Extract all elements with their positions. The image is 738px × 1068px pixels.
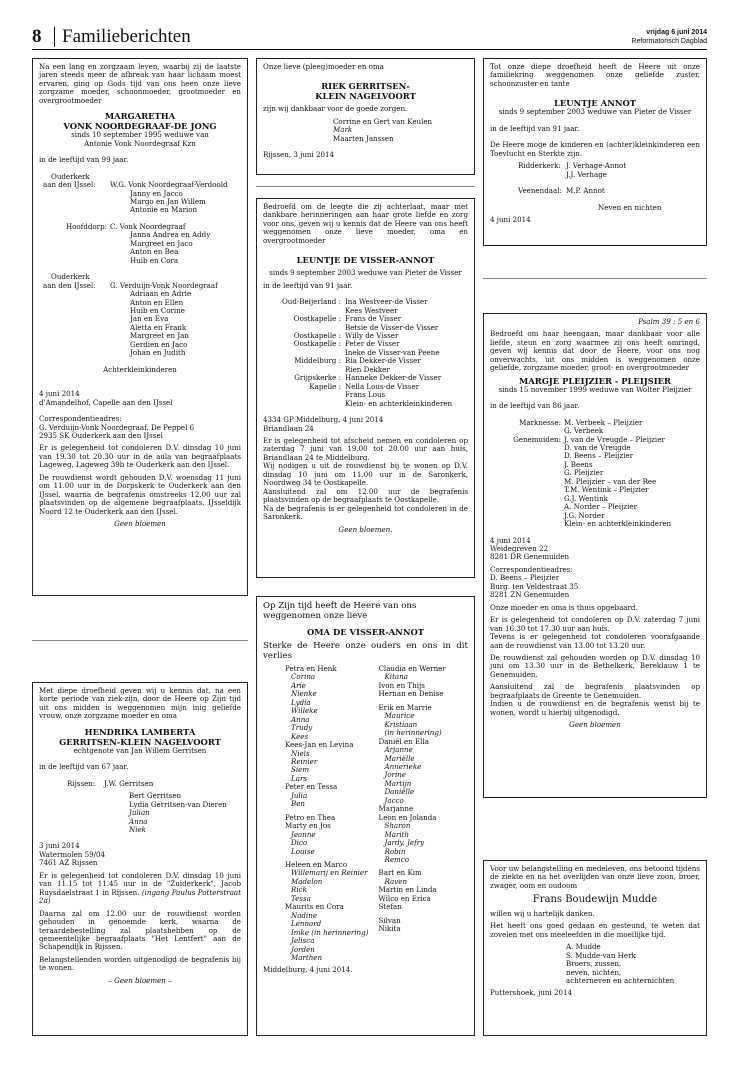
column-separator [32, 640, 248, 641]
family-place: aan den IJssel: [43, 180, 96, 190]
family-place: Grijpskerke : [294, 373, 341, 383]
ad-paragraph: Er is gelegenheid tot condoleren op D.V. zaterdag 7 juni van 16.30 tot 17.30 uur aan huis. [490, 615, 700, 633]
deceased-name: LEUNTJE DE VISSER-ANNOT [296, 255, 435, 266]
grandchild-name: Trudy [291, 723, 313, 733]
family-column-right [375, 665, 469, 962]
family-name: A. Norder – Pleijzier [564, 502, 637, 512]
ad-address: Watermolen 59/04 [39, 849, 106, 859]
grandchild-name: Tessa [291, 893, 311, 903]
grandchild-name: Niek [129, 824, 146, 834]
ad-paragraph: Belangstellenden worden uitgenodigd de begrafenis bij te wonen. [39, 954, 241, 973]
grandchild-name: Maurice [384, 711, 415, 721]
grandchild-name: Willemarij en Reinier [291, 868, 368, 878]
family-name: Daniël en Ella [378, 736, 429, 746]
signatory: S. Mudde-van Herk [566, 950, 636, 960]
family-name: Huib en Corine [130, 305, 185, 315]
family-name: Anton en Ellen [130, 297, 184, 307]
grandchild-name: Marthen [291, 952, 323, 962]
family-name: Peter de Visser [345, 339, 400, 349]
ad-subtitle: sinds 9 september 2003 weduwe van Pieter de Visser [269, 268, 462, 278]
family-name: Erik en Marrie [378, 702, 432, 712]
signatory: A. Mudde [566, 942, 601, 952]
grandchild-name: Arjanne [384, 745, 413, 755]
grandchild-name: Remco [384, 854, 410, 864]
ad-address: 7461 AZ Rijssen [39, 858, 98, 868]
ad-frans-mudde [483, 860, 707, 1036]
newspaper-name: Reformatorisch Dagblad [631, 38, 707, 45]
ad-hendrika-gerritsen [32, 682, 248, 1036]
ad-date: 4 juni 2014 [490, 214, 531, 224]
ad-age: in de leeftijd van 91 jaar. [490, 123, 580, 133]
family-name: Klein- en achterkleinkinderen [564, 519, 672, 529]
family-place: Oostkapelle : [293, 314, 341, 324]
grandchild-name: Jelisca [291, 936, 315, 946]
family-place: Genemuiden: [513, 434, 561, 444]
ad-paragraph: Wij nodigen u uit de rouwdienst bij te wonen op D.V. dinsdag 10 juni om 11.00 uur in de Saronkerk, Noordweg 34 te Oostkapelle. [263, 461, 468, 488]
family-row [263, 400, 468, 408]
ad-paragraph: Indien u de rouwdienst en de begrafenis wenst bij te wonen, wordt u hierbij uitgenodigd. [490, 699, 700, 717]
family-name: Willy de Visser [345, 330, 399, 340]
ad-intro: Bedroefd om de leegte die zij achterlaat, maar met dankbare herinneringen aan haar grote liefde en zorg voor ons, geven wij u kennis dat de Heere van ons heeft weggenomen onze lieve moeder, oma en overgrootmoeder [263, 202, 468, 245]
ad-paragraph: Er is gelegenheid tot condoleren D.V. dinsdag 10 juni van 19.30 tot 20.30 uur in de aula van begraafplaats Lageweg, Lageweg 39b te Ouderkerk aan den IJssel. [39, 443, 241, 470]
ad-date: 4 juni 2014 [490, 535, 531, 545]
family-name: Peter en Tessa [285, 782, 338, 792]
ad-date: Puttershoek, juni 2014 [490, 988, 573, 998]
grandchild-name: Imke (in herinnering) [291, 927, 369, 937]
family-name: M.P. Annot [566, 186, 605, 196]
family-place: Kapelle : [309, 381, 341, 391]
grandchild-name: Kristiaan [384, 719, 418, 729]
family-place: Middelburg : [294, 356, 341, 366]
family-name: Lydia Gerritsen-van Dieren [129, 799, 227, 809]
ad-paragraph: zijn wij dankbaar voor de goede zorgen. [263, 104, 408, 114]
family-place: Ouderkerk [51, 171, 90, 181]
correspondence-line: 2935 SK Ouderkerk aan den IJssel [39, 430, 163, 440]
grandchild-name: Jardy, Jefry [384, 838, 425, 848]
ad-address: Briandlaan 24 [263, 423, 314, 433]
header-divider [54, 27, 55, 47]
signatory: Broers, zussen, [566, 959, 622, 969]
deceased-name: GERRITSEN-KLEIN NAGELVOORT [59, 736, 221, 747]
family-name: J. Beens [564, 459, 593, 469]
family-name: D. van de Vreugde [564, 442, 631, 452]
grandchild-name: Lars [291, 773, 307, 783]
deceased-name: MARGARETHA [104, 111, 176, 122]
family-group [39, 173, 241, 358]
ad-margje-pleijzier [483, 313, 707, 798]
signatory: neven, nichten, [566, 967, 622, 977]
grandchild-name: Sharon [384, 821, 411, 831]
ad-paragraph: De rouwdienst wordt gehouden D.V. woensdag 11 juni om 11.00 uur in de Dorpskerk te Ouderkerk aan den IJssel, waarna de begrafenis omstreeks 12.00 uur zal plaatsvinden op de algemene begraafplaats, IJsseldijk Noord 12 te Ouderkerk aan den IJssel. [39, 472, 241, 516]
family-place: Ouderkerk [51, 272, 90, 282]
family-name: Antonie en Marion [130, 205, 198, 215]
family-name: Nella Lous-de Visser [345, 381, 420, 391]
ad-paragraph: Aansluitend zal om 12.00 uur de begrafenis plaatsvinden op de begraafplaats te Oostkapelle. [263, 486, 468, 505]
page-header [32, 26, 707, 48]
family-name: Corrine en Gert van Keulen [333, 116, 433, 126]
ad-subtitle: sinds 15 november 1999 weduwe van Wolter Pleijzier [498, 384, 692, 394]
family-name: W.G. Vonk Noordegraaf-Verdoold [110, 180, 228, 190]
family-place: Rijssen: [67, 778, 96, 788]
grandchild-name: Dico [291, 838, 308, 848]
ad-footer: – Geen bloemen – [108, 975, 172, 985]
ad-margaretha-vonk [32, 58, 248, 596]
grandchild-name: Niels [291, 748, 310, 758]
ad-paragraph-note: (ingang Paulus Potterstraat 2a) [39, 887, 242, 906]
grandchild-name: Jorine [384, 770, 407, 780]
family-name: Margreet en Jaco [130, 238, 193, 248]
ad-paragraph: Sterke de Heere onze ouders en ons in dit verlies [263, 641, 468, 661]
family-name: Frans Lous [345, 390, 386, 400]
deceased-name: RIEK GERRITSEN- [321, 81, 410, 92]
deceased-name: VONK NOORDEGRAAF-DE JONG [63, 121, 217, 132]
grandchild-name: Willeke [291, 706, 318, 716]
ad-paragraph: De rouwdienst zal gehouden worden op D.V. dinsdag 10 juni om 13.30 uur in de Bethelkerk, Bereklauw 1 te Genemuiden. [490, 652, 700, 679]
family-name: Petro en Thea [285, 812, 336, 822]
family-name: Ivon en Thijs [378, 680, 425, 690]
ad-date: 4 juni 2014 [39, 389, 80, 399]
ad-place: d'Amandelhof, Capelle aan den IJssel [39, 397, 173, 407]
family-name: G.J. Wentink [564, 493, 608, 503]
ad-paragraph: willen wij u hartelijk danken. [490, 908, 595, 918]
ad-paragraph: Daarna zal om 12.00 uur de rouwdienst worden gehouden in genoemde kerk, waarna de teraardebestelling zal plaatshebben op de gemeentelijke begraafplaats "Het Lentfert" aan de Schapendijk in Rijssen. [39, 908, 241, 952]
ad-paragraph: Na de begrafenis is er gelegenheid tot condoleren in de Saronkerk. [263, 503, 468, 522]
family-name: G. Verduijn-Vonk Noordegraaf [110, 280, 218, 290]
grandchild-name: Jeanne [291, 829, 316, 839]
family-name: Kees-Jan en Levina [285, 740, 354, 750]
grandchild-name: Anna [129, 816, 148, 826]
deceased-name: OMA DE VISSER-ANNOT [306, 627, 425, 637]
family-name: J. van de Vreugde – Pleijzier [564, 434, 665, 444]
ad-leuntje-annot [483, 58, 707, 246]
page-number: 8 [32, 26, 42, 47]
family-name: Marty en Jos [285, 821, 331, 831]
ad-intro: Tot onze diepe droefheid heeft de Heere uit onze familiekring weggenomen onze geliefde zuster, schoonzuster en tante [490, 62, 700, 88]
correspondence-line: 8281 ZN Genemuiden [490, 590, 570, 600]
family-name: Heleen en Marco [285, 859, 348, 869]
ad-leuntje-de-visser [256, 198, 475, 578]
family-name: Stefan [378, 902, 402, 912]
family-name: Ina Westveer-de Visser [345, 297, 428, 307]
section-title: Familieberichten [62, 26, 191, 47]
family-name: Marjanne [378, 804, 414, 814]
ad-age: in de leeftijd van 99 jaar. [39, 155, 129, 165]
header-rule [32, 49, 707, 50]
family-name: Margreet en Jan [130, 331, 189, 341]
family-place [263, 391, 345, 399]
ad-age: in de leeftijd van 86 jaar. [490, 401, 580, 411]
ad-footer: Geen bloemen [114, 519, 166, 529]
ad-paragraph: Aansluitend zal de begrafenis plaatsvinden op begraafplaats de Greente te Genemuiden. [490, 682, 700, 700]
issue-date: vrijdag 6 juni 2014 [646, 29, 707, 36]
ad-paragraph: Onze moeder en oma is thuis opgebaard. [490, 602, 638, 612]
family-name: Janny en Jacco [130, 188, 183, 198]
family-name: M. Verbeek – Pleijzier [564, 417, 643, 427]
family-list [263, 298, 468, 408]
correspondence-line: Burg. ten Veldestraat 35 [490, 581, 579, 591]
grandchild-name: Reinier [291, 756, 318, 766]
ad-footer: Geen bloemen [569, 720, 621, 730]
ad-riek-gerritsen [256, 58, 475, 175]
grandchild-name: Kitana [384, 672, 408, 682]
grandchild-name: Madelon [291, 876, 323, 886]
ad-intro: Voor uw belangstelling en medeleven, ons betoond tijdens de ziekte en na het overlijden van onze lieve zoon, broer, zwager, oom en oudoom [490, 864, 700, 890]
family-place: Oud-Beijerland : [281, 297, 341, 307]
grandchild-name: Nadine [291, 910, 318, 920]
ad-date: Rijssen, 3 juni 2014 [263, 150, 335, 160]
family-name: Frans de Visser [345, 314, 402, 324]
ad-date: Middelburg, 4 juni 2014. [263, 965, 353, 975]
family-name: Adriaan en Adrie [130, 289, 192, 299]
family-name: Anton en Bea [130, 247, 179, 257]
family-name: Claudia en Werner [378, 664, 446, 673]
grandchild-name: Rick [291, 885, 307, 895]
ad-subtitle: sinds 10 september 1995 weduwe van [71, 130, 209, 140]
ad-age: in de leeftijd van 91 jaar. [263, 280, 353, 290]
deceased-name: Frans Boudewijn Mudde [532, 894, 658, 906]
grandchild-name: Jacco [384, 795, 404, 805]
grandchild-name: Kees [291, 731, 309, 741]
ad-subtitle: echtgenote van Jan Willem Gerritsen [73, 745, 207, 755]
family-name: Ineke de Visser-van Peene [345, 347, 440, 357]
family-name: D. Beens – Pleijzier [564, 451, 634, 461]
family-name: G. Pleijzier [564, 468, 604, 478]
family-place: Ridderkerk: [518, 161, 561, 171]
family-place: Oostkapelle : [293, 330, 341, 340]
family-place: Oostkapelle : [293, 339, 341, 349]
family-name: Betsie de Visser-de Visser [345, 322, 439, 332]
family-name: Gerdien en Jaco [130, 339, 188, 349]
family-name: Ria Dekker-de Visser [345, 356, 421, 366]
ad-paragraph: De Heere moge de kinderen en (achter)kleinkinderen een Toevlucht en Sterkte zijn. [490, 140, 700, 158]
ad-paragraph: Het heeft ons goed gedaan en gesteund, te weten dat zovelen met ons meeleefden in die moeilijke tijd. [490, 921, 700, 939]
ad-oma-de-visser [256, 596, 475, 1036]
family-name: Mark [333, 125, 353, 135]
family-note: Achterkleinkinderen [103, 364, 177, 374]
grandchild-name: Anna [291, 714, 310, 724]
family-name: Petra en Henk [285, 664, 337, 673]
grandchild-name: Raven [384, 876, 408, 886]
ad-intro: Op Zijn tijd heeft de Heere van ons weggenomen onze lieve [263, 601, 417, 621]
grandchild-name: Louise [291, 846, 315, 856]
family-name: Hanneke Dekker-de Visser [345, 373, 442, 383]
family-name: Jan en Eva [130, 314, 169, 324]
family-name: J.J. Verhage [566, 169, 607, 179]
grandchild-name: Arie [291, 680, 306, 690]
correspondence-line: D. Beens – Pleijzier [490, 573, 560, 583]
correspondence-line: G. Verduijn-Vonk Noordegraaf, De Peppel 6 [39, 422, 195, 432]
grandchild-name: Jorden [291, 944, 315, 954]
family-name: G. Verbeek [564, 426, 604, 436]
ad-subtitle: sinds 9 september 2003 weduwe van Pieter de Visser [498, 107, 692, 117]
family-name: Klein- en achterkleinkinderen [345, 398, 453, 408]
grandchild-name: Julia [291, 790, 308, 800]
ad-intro: Bedroefd om haar heengaan, maar dankbaar voor alle liefde, steun en zorg waarmee zij ons heeft omringd, geven wij kennis dat door de Heere, voor ons nog onverwachts, uit ons midden is weggenomen onze geliefde, zorgzame moeder, groot- en overgrootmoeder [490, 329, 700, 373]
family-note: Neven en nichten [598, 202, 662, 212]
grandchild-name: Lydia [291, 697, 311, 707]
family-place: Veenendaal: [518, 186, 562, 196]
family-name: Aletta en Frank [130, 322, 187, 332]
grandchild-name: Daniëlle [384, 787, 415, 797]
ad-paragraph: Tevens is er gelegenheid tot condoleren voorafgaande aan de rouwdienst van 13.00 tot 13.20 uur. [490, 632, 700, 650]
ad-paragraph: Er is gelegenheid tot condoleren D.V. dinsdag 10 juni van 11.15 tot 11.45 uur in de "Zuiderkerk", Jacob Ruysdaelstraat 1 in Rijssen. [39, 870, 241, 897]
family-name: Rien Dekker [345, 364, 390, 374]
ad-age: in de leeftijd van 67 jaar. [39, 762, 129, 772]
family-name: Bert Gerritsen [129, 791, 182, 801]
grandchild-name: Annerieke [384, 761, 422, 771]
family-list [564, 436, 671, 529]
grandchild-name: (in herinnering) [384, 728, 442, 738]
family-name: Silvan [378, 915, 401, 925]
correspondence-label: Correspondentieadres: [39, 414, 122, 424]
ad-intro: Na een lang en zorgzaam leven, waarbij zij de laatste jaren steeds meer de afbreak van haar lichaam moest ervaren, ging op Gods tijd van ons heen onze lieve zorgzame moeder, schoonmoeder, grootmoeder en overgrootmoeder [39, 62, 241, 105]
ad-date: 3 juni 2014 [39, 841, 80, 851]
scripture-reference: Psalm 39 : 5 en 6 [638, 317, 700, 326]
family-name: Wilco en Erica [378, 893, 431, 903]
family-place [263, 400, 345, 408]
family-name: J.W. Gerritsen [104, 778, 154, 788]
grandchild-name: Mariëlle [384, 753, 415, 763]
family-name: J.G. Norder [564, 510, 605, 520]
family-name: Janna Andrea en Addy [130, 230, 211, 240]
ad-address: Weidegreven 22 [490, 543, 549, 553]
family-name: C. Vonk Noordegraaf [110, 221, 186, 231]
grandchild-name: Julian [129, 808, 150, 818]
grandchild-name: Corina [291, 672, 316, 682]
ad-subtitle: Antonie Vonk Noordegraaf Kzn [84, 138, 196, 148]
ad-address: 4334 GP Middelburg, 4 juni 2014 [263, 415, 384, 425]
ad-address: 8281 DR Genemuiden [490, 552, 570, 562]
family-name: Maarten Janssen [333, 133, 394, 143]
family-place: Marknesse: [519, 417, 561, 427]
family-place: Hoofddorp: [65, 221, 107, 231]
column-separator [483, 278, 707, 279]
ad-intro: Met diepe droefheid geven wij u kennis dat, na een korte periode van ziek-zijn, door de Heere op Zijn tijd uit ons midden is weggenomen mijn inig geliefde vrouw, onze zorgzame moeder en oma [39, 686, 241, 721]
correspondence-label: Correspondentieadres: [490, 564, 573, 574]
signatory: achterneven en achternichten [566, 975, 675, 985]
family-name: Bart en Kim [378, 868, 422, 878]
grandchild-name: Marith [384, 829, 410, 839]
ad-intro: Onze lieve (pleeg)moeder en oma [263, 62, 384, 71]
deceased-name: HENDRIKA LAMBERTA [84, 726, 196, 737]
family-name: Martin en Linda [378, 885, 437, 895]
grandchild-name: Martijn [384, 778, 412, 788]
family-name: M. Pleijzier – van der Ree [564, 476, 657, 486]
family-name: T.M. Wentink – Pleijzier [564, 485, 649, 495]
family-name: Leon en Jolanda [378, 812, 437, 822]
grandchild-name: Ben [291, 799, 305, 809]
family-name: Nikita [378, 924, 401, 934]
family-name: Hernan en Denise [378, 689, 444, 699]
family-column-left [285, 665, 375, 962]
grandchild-name: Lennard [291, 919, 322, 929]
header-date-block [632, 28, 707, 46]
grandchild-name: Robin [384, 846, 406, 856]
family-name: Margo en Jan Willem [130, 196, 206, 206]
family-name: Maurits en Cora [285, 902, 344, 912]
family-name: Huib en Cora [130, 255, 179, 265]
deceased-name: MARGJE PLEIJZIER - PLEIJSIER [518, 375, 672, 386]
deceased-name: LEUNTJE ANNOT [553, 98, 637, 109]
family-name: Kees Westveer [345, 305, 398, 315]
deceased-name: KLEIN NAGELVOORT [315, 91, 416, 102]
grandchild-name: Siem [291, 765, 310, 775]
family-name: Johan en Judith [130, 348, 186, 358]
column-separator [256, 186, 475, 187]
ad-footer: Geen bloemen. [338, 524, 393, 534]
ad-paragraph: Er is gelegenheid tot afscheid nemen en condoleren op zaterdag 7 juni van 19.00 tot 20.00 uur aan huis, Briandlaan 24 te Middelburg. [263, 435, 468, 462]
family-place: aan den IJssel: [43, 280, 96, 290]
family-name: J. Verhage-Annot [566, 161, 627, 171]
grandchild-name: Nienke [291, 689, 317, 699]
